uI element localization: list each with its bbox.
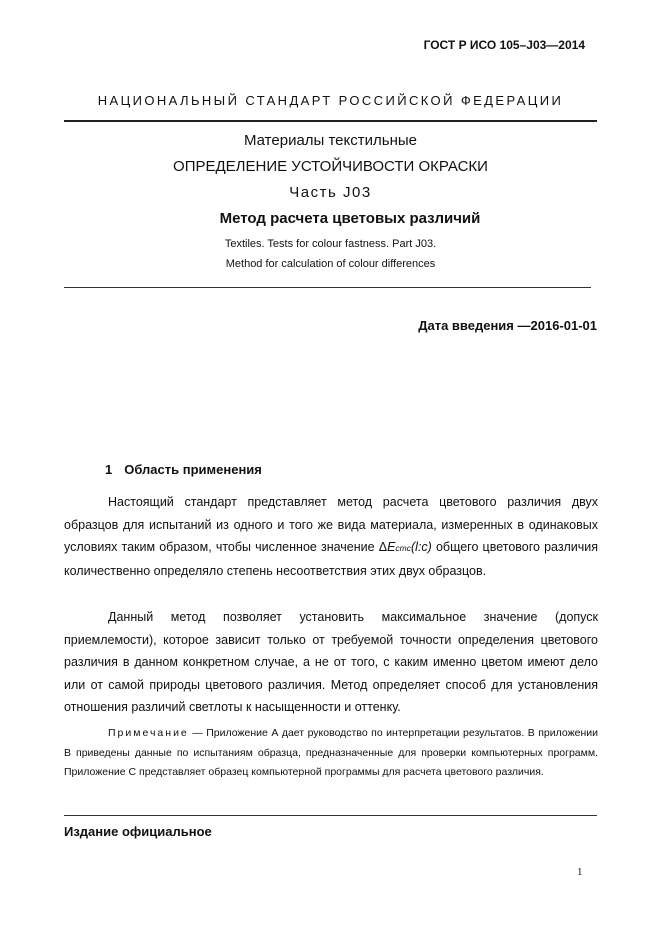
note-label: Примечание	[108, 727, 189, 739]
paragraph-1-text-before: Настоящий стандарт представляет метод расчета цветового различия двух образцов для испытаний из одного и того же вида материала, измеренных в одинаковых условиях таким образом, чтобы численное значение	[64, 495, 598, 554]
national-standard-heading: НАЦИОНАЛЬНЫЙ СТАНДАРТ РОССИЙСКОЙ ФЕДЕРАЦИИ	[97, 93, 564, 108]
title-line-2: ОПРЕДЕЛЕНИЕ УСТОЙЧИВОСТИ ОКРАСКИ	[173, 158, 488, 175]
note-text: — Приложение А дает руководство по интерпретации результатов. В приложении В приведены данные по испытаниям образца, предназначенные для проверки компьютерных программ. Приложение С представляет образец компьютерной программы для расчета цветового различия.	[64, 727, 598, 778]
formula-args: (l:c)	[411, 540, 432, 554]
english-title-line-1: Textiles. Tests for colour fastness. Part J03.	[224, 238, 437, 250]
paragraph-1-text-after: общего цветового различия количественно определяло степень несоответствия этих двух образцов.	[64, 540, 598, 578]
official-edition-label: Издание официальное	[64, 824, 212, 839]
paragraph-1	[64, 491, 598, 582]
top-divider	[64, 120, 597, 122]
note	[64, 724, 598, 783]
formula-e: E	[387, 540, 396, 554]
paragraph-2: Данный метод позволяет установить максимальное значение (допуск приемлемости), которое зависит только от требуемой точности определения цветового различия в данном конкретном случае, а не от того, с каким именно цветом имеют дело или от самой природы цветового различия. Метод определяет способ для установления отношения различий светлоты к насыщенности и оттенку.	[64, 610, 598, 714]
color-difference-formula	[379, 540, 432, 554]
page-number: 1	[577, 866, 583, 878]
introduction-date: Дата введения —2016-01-01	[418, 318, 597, 333]
section-number: 1	[105, 462, 113, 477]
footer-divider	[64, 815, 597, 816]
title-line-4: Метод расчета цветовых различий	[219, 210, 481, 227]
section-heading	[105, 462, 262, 477]
formula-subscript: cmc	[395, 543, 412, 553]
formula-delta: Δ	[378, 540, 388, 554]
title-line-3: Часть J03	[289, 184, 372, 201]
title-divider	[64, 287, 591, 288]
title-line-1: Материалы текстильные	[244, 132, 417, 149]
section-title: Область применения	[124, 462, 262, 477]
english-title-line-2: Method for calculation of colour differences	[225, 258, 436, 270]
document-code: ГОСТ Р ИСО 105–J03—2014	[423, 38, 585, 52]
